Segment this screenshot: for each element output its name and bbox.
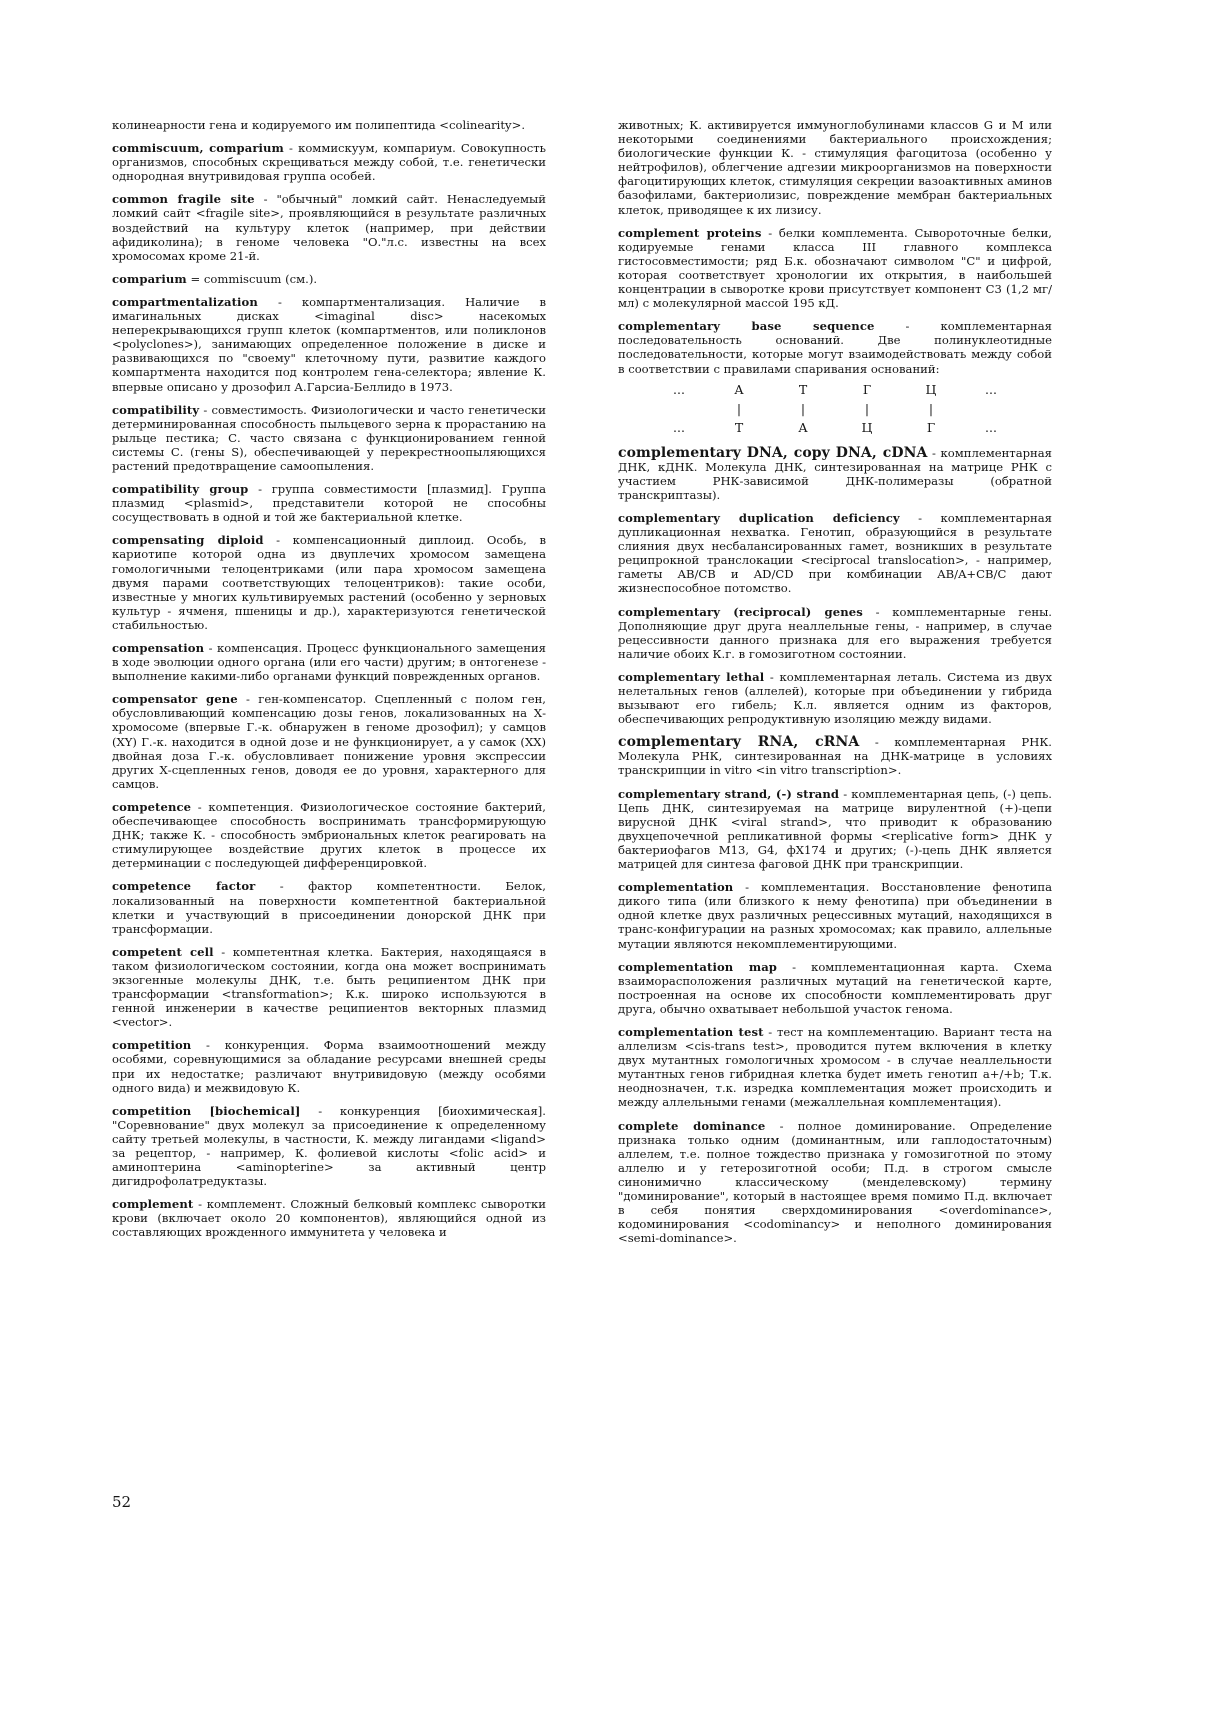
entry-definition: - комплементация. Восстановление фенотипа дикого типа (или близкого к нему фенотипа) при объединении в одной клетке двух различных рецессивных мутаций, находящихся в транс-конфигурации на разных хромосомах; как правило, аллельные мутации являются некомплементирующими. — [618, 880, 1052, 951]
dictionary-entry — [112, 1197, 546, 1239]
pairing-bond: | — [736, 400, 742, 416]
base-pairing-diagram — [618, 380, 1052, 437]
entry-definition: - комплементарная леталь. Система из двух нелетальных генов (аллелей), которые при объединении у гибрида вызывают его гибель; К.л. является одним из факторов, обеспечивающих репродуктивную изоляцию между видами. — [618, 669, 1053, 727]
entry-definition: - конкуренция [биохимическая]. "Соревнование" двух молекул за присоединение к определенному сайту третьей молекулы, в частности, К. между лигандами <ligand> за рецептор, - например, К. фолиевой кислоты <folic acid> и аминоптерина <aminopterine> за активный центр дигидрофолатредуктазы. — [112, 1103, 546, 1189]
dictionary-entry — [618, 118, 1052, 217]
entry-definition: - комплементарная последовательность оснований. Две полинуклеотидные последовательности, которые могут взаимодействовать между собой в соответствии с правилами спаривания оснований: — [618, 319, 1052, 376]
dictionary-entry — [112, 879, 546, 935]
dictionary-entry — [112, 945, 546, 1030]
entry-definition: - комплементарная дупликационная нехватка. Генотип, образующийся в результате слияния двух несбалансированных гамет, возникших в результате реципрокной транслокации <reciprocal translocation>, - например, гаметы AB/CB и AD/CD при комбинации AB/A+CB/C дают жизнеспособное потомство. — [618, 510, 1052, 596]
pairing-cell: Т — [798, 381, 808, 397]
entry-definition: - комплементарная РНК. Молекула РНК, синтезированная на ДНК-матрице в условиях транскрипции in vitro <in vitro transcription>. — [618, 735, 1052, 778]
dictionary-entry — [112, 1038, 546, 1094]
left-column — [112, 118, 546, 1249]
entry-term: complement — [112, 1197, 194, 1212]
entry-term: compensator gene — [112, 692, 238, 707]
dictionary-entry — [112, 295, 546, 394]
entry-term: commiscuum, comparium — [112, 141, 284, 156]
pairing-bond — [651, 399, 707, 418]
pairing-bond — [963, 399, 1019, 418]
dictionary-entry — [618, 735, 1052, 777]
entry-definition: - конкуренция. Форма взаимоотношений между особями, соревнующимися за обладание ресурсами внешней среды при их недостатке; различают внутривидовую (между особями одного вида) и межвидовую К. — [112, 1038, 546, 1095]
pairing-cell: ... — [673, 381, 685, 397]
dictionary-entry — [112, 118, 546, 132]
entry-definition: - компетентная клетка. Бактерия, находящаяся в таком физиологическом состоянии, когда она может воспринимать экзогенные молекулы ДНК, т.е. быть реципиентом ДНК при трансформации <transformation>; К.к. широко используются в генной инженерии в качестве реципиентов векторных плазмид <vector>. — [112, 944, 546, 1030]
entry-definition: - совместимость. Физиологически и часто генетически детерминированная способность пыльцевого зерна к прорастанию на рыльце пестика; С. часто связана с функционированием генной системы С. (гены S), обеспечивающей у перекрестноопыляющихся растений предотвращение самоопыления. — [112, 402, 546, 473]
entry-term: complementation — [618, 880, 734, 895]
entry-definition: - ген-компенсатор. Сцепленный с полом ген, обусловливающий компенсацию дозы генов, локализованных на Х-хромосоме (впервые Г.-к. обнаружен в геноме дрозофил); у самцов (XY) Г.-к. находится в одной дозе и не функционирует, а у самок (XX) двойная доза Г.-к. обусловливает понижение уровня экспрессии других Х-сцепленных генов, доводя ее до уровня, характерного для самцов. — [112, 692, 546, 791]
entry-term: competent cell — [112, 944, 214, 959]
dictionary-entry — [618, 787, 1052, 872]
dictionary-entry — [112, 141, 546, 183]
dictionary-entry — [618, 960, 1052, 1016]
entry-term: complementary lethal — [618, 669, 765, 684]
pairing-bond: | — [864, 400, 870, 416]
dictionary-entry — [112, 192, 546, 262]
pairing-cell: Т — [734, 419, 744, 435]
entry-term: compensating diploid — [112, 533, 264, 548]
entry-definition: - комплементарные гены. Дополняющие друг друга неаллельные гены, - например, в случае рецессивности данного признака для его выражения требуется наличие обоих К.г. в гомозиготном состоянии. — [618, 604, 1052, 661]
dictionary-entry — [618, 880, 1052, 950]
entry-term: complementation map — [618, 959, 778, 974]
entry-term: complementary RNA, cRNA — [618, 734, 860, 751]
entry-definition: - тест на комплементацию. Вариант теста на аллелизм <cis-trans test>, проводится путем включения в клетку двух мутантных гомологичных хромосом - в случае неаллельности мутантных генов гибридная клетка будет иметь генотип a+/+b; Т.к. неоднозначен, т.к. изредка комплементация может происходить и между аллельными генами (межаллельная комплементация). — [618, 1024, 1052, 1110]
entry-definition: - комплементационная карта. Схема взаиморасположения различных мутаций на генетической карте, построенная на основе их способности комплементировать друг друга, обычно охватывает небольшой участок генома. — [618, 959, 1052, 1016]
entry-definition: - компенсация. Процесс функционального замещения в ходе эволюции одного органа (или его части) другим; в онтогенезе - выполнение какими-либо органами функций поврежденных органов. — [112, 641, 546, 684]
pairing-cell: Ц — [861, 419, 873, 435]
entry-term: compartmentalization — [112, 294, 258, 309]
dictionary-entry — [112, 272, 546, 286]
entry-term: complementary strand, (-) strand — [618, 786, 840, 801]
dictionary-entry — [618, 319, 1052, 375]
entry-term: complementary DNA, copy DNA, cDNA — [618, 444, 928, 461]
entry-definition: = commiscuum (см.). — [186, 271, 318, 286]
pairing-cell: Г — [862, 381, 872, 397]
entry-definition: - комплементарная цепь, (-) цепь. Цепь ДНК, синтезируемая на матрице вирулентной (+)-цепи вирусной ДНК <viral strand>, что приводит к образованию двухцепочечной репликативной формы <replicative form> ДНК у бактериофагов М13, G4, фХ174 и других; (-)-цепь ДНК является матрицей для синтеза фаговой ДНК при транскрипции. — [618, 786, 1052, 872]
entry-definition: - компартментализация. Наличие в имагинальных дисках <imaginal disc> насекомых неперекрывающихся групп клеток (компартментов, или поликлонов <polyclones>), занимающих определенное положение в диске и развивающихся по "своему" клеточному пути, развитие каждого компартмента находится под контролем гена-селектора; явление К. впервые описано у дрозофил А.Гарсиа-Беллидо в 1973. — [112, 294, 546, 394]
pairing-cell: Ц — [925, 381, 937, 397]
entry-term: complementary base sequence — [618, 319, 875, 334]
pairing-cell: Г — [926, 419, 936, 435]
entry-definition: - компенсационный диплоид. Особь, в кариотипе которой одна из двуплечих хромосом замещена гомологичными телоцентриками (или пара хромосом замещена двумя парами соответствующих телоцентриков): такие особи, известные у многих культивируемых растений (особенно у зерновых культур - ячменя, пшеницы и др.), характеризуются генетической стабильностью. — [112, 533, 546, 632]
entry-term: complete dominance — [618, 1118, 766, 1133]
entry-term: competition — [112, 1038, 192, 1053]
dictionary-entry — [618, 446, 1052, 502]
entry-definition: - коммискуум, компариум. Совокупность организмов, способных скрещиваться между собой, т.е. генетически однородная внутривидовая группа особей. — [112, 141, 546, 184]
dictionary-entry — [618, 670, 1052, 726]
entry-term: competition [biochemical] — [112, 1103, 301, 1118]
entry-term: competence factor — [112, 879, 256, 894]
right-column — [618, 118, 1052, 1254]
dictionary-entry — [112, 692, 546, 791]
entry-term: complementary duplication deficiency — [618, 510, 900, 525]
entry-term: complement proteins — [618, 225, 762, 240]
page-number: 52 — [112, 1493, 132, 1511]
dictionary-entry — [618, 511, 1052, 596]
entry-term: compensation — [112, 641, 205, 655]
dictionary-entry — [112, 533, 546, 632]
pairing-cell: А — [798, 419, 808, 435]
dictionary-entry — [618, 1025, 1052, 1110]
entry-definition: - белки комплемента. Сывороточные белки, кодируемые генами класса III главного комплекса гистосовместимости; ряд Б.к. обозначают символом "С" и цифрой, которая соответствует хронологии их открытия, в наибольшей концентрации в сыворотке крови присутствует компонент С3 (1,2 мг/мл) с молекулярной массой 195 кД. — [618, 225, 1052, 311]
entry-definition: животных; К. активируется иммуноглобулинами классов G и M или некоторыми соединениями бактериального происхождения; биологические функции К. - стимуляция фагоцитоза (особенно у нейтрофилов), облегчение адгезии микроорганизмов на поверхности фагоцитирующих клеток, стимуляция секреции вазоактивных аминов базофилами, бактериолизис, повреждение мембран бактериальных клеток, приводящее к их лизису. — [618, 118, 1052, 217]
dictionary-entry — [112, 800, 546, 870]
pairing-cell: ... — [673, 419, 685, 435]
entry-term: competence — [112, 799, 192, 814]
entry-definition: - группа совместимости [плазмид]. Группа плазмид <plasmid>, представители которой не способны сосуществовать в одной и той же бактериальной клетке. — [112, 482, 546, 525]
pairing-cell: А — [734, 381, 744, 397]
entry-term: compatibility — [112, 402, 200, 417]
dictionary-entry — [618, 226, 1052, 311]
entry-definition: - комплемент. Сложный белковый комплекс сыворотки крови (включает около 20 компонентов), являющийся одной из составляющих врожденного иммунитета у человека и — [112, 1197, 546, 1240]
pairing-bond: | — [800, 400, 806, 416]
dictionary-entry — [618, 605, 1052, 661]
entry-definition: - компетенция. Физиологическое состояние бактерий, обеспечивающее способность воспринимать трансформирующую ДНК; также К. - способность эмбриональных клеток реагировать на стимулирующее воздействие других клеток в процессе их детерминации с последующей дифференцировкой. — [112, 799, 546, 871]
pairing-cell: ... — [985, 381, 997, 397]
dictionary-entry — [112, 403, 546, 473]
entry-definition: - полное доминирование. Определение признака только одним (доминантным, или гаплодостаточным) аллелем, т.е. полное тождество признака у гомозиготной по этому аллелю и у гетерозиготной особи; П.д. в строгом смысле синонимично классическому (менделевскому) термину "доминирование", который в настоящее время помимо П.д. включает в себя понятия сверхдоминирования <overdominance>, кодоминирования <codominancy> и неполного доминирования <semi-dominance>. — [618, 1118, 1052, 1246]
entry-term: complementary (reciprocal) genes — [618, 604, 863, 619]
entry-term: compatibility group — [112, 482, 249, 497]
entry-definition: - комплементарная ДНК, кДНК. Молекула ДНК, синтезированная на матрице РНК с участием РНК-зависимой ДНК-полимеразы (обратной транскриптазы). — [618, 445, 1052, 502]
pairing-cell: ... — [985, 419, 997, 435]
entry-term: common fragile site — [112, 192, 255, 207]
dictionary-entry — [112, 1104, 546, 1189]
entry-definition: - "обычный" ломкий сайт. Ненаследуемый ломкий сайт <fragile site>, проявляющийся в результате различных воздействий на культуру клеток (например, при действии афидиколина); в геноме человека "О."л.с. известны на всех хромосомах кроме 21-й. — [112, 192, 547, 263]
dictionary-entry — [618, 1119, 1052, 1246]
dictionary-entry — [112, 482, 546, 524]
pairing-bond: | — [928, 400, 934, 416]
entry-term: comparium — [112, 271, 187, 286]
dictionary-entry — [112, 641, 546, 683]
entry-term: complementation test — [618, 1024, 764, 1039]
entry-definition: колинеарности гена и кодируемого им полипептида <colinearity>. — [112, 118, 525, 132]
entry-definition: - фактор компетентности. Белок, локализованный на поверхности компетентной бактериальной клетки и участвующий в присоединении донорской ДНК при трансформации. — [112, 879, 546, 936]
